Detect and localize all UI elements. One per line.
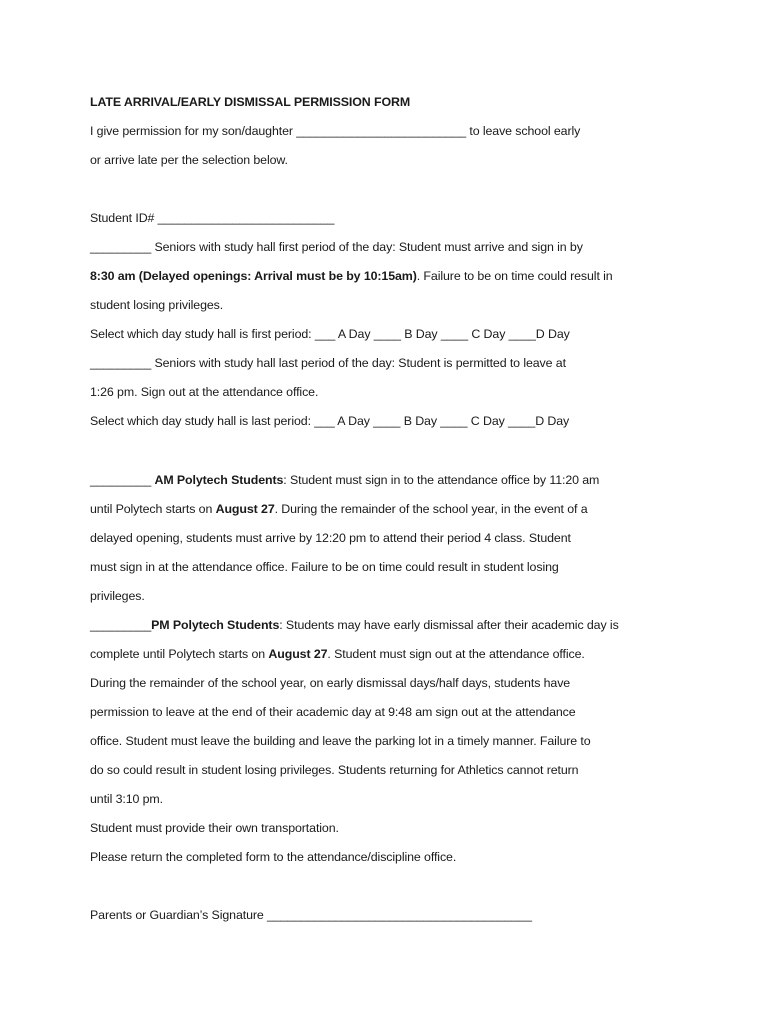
am-polytech-text: : Student must sign in to the attendance office by 11:20 am	[283, 473, 600, 487]
pm-polytech-heading: PM Polytech Students	[151, 618, 280, 632]
arrival-time-bold: 8:30 am (Delayed openings: Arrival must be by 10:15am)	[90, 269, 417, 283]
pm-polytech-text: . Student must sign out at the attendance office.	[327, 647, 585, 661]
pm-polytech-line: office. Student must leave the building and leave the parking lot in a timely manner. Failure to	[90, 734, 591, 748]
pm-polytech-text: : Students may have early dismissal after their academic day is	[279, 618, 619, 632]
pm-polytech-line: do so could result in student losing privileges. Students returning for Athletics cannot return	[90, 763, 579, 777]
am-polytech-date: August 27	[215, 502, 275, 516]
am-polytech-line: delayed opening, students must arrive by 12:20 pm to attend their period 4 class. Student	[90, 531, 571, 545]
signature-line: Parents or Guardian’s Signature _______________________________________	[90, 908, 532, 922]
seniors-first-line: _________ Seniors with study hall first period of the day: Student must arrive and sign in by	[90, 240, 583, 254]
pm-polytech-date: August 27	[268, 647, 328, 661]
am-polytech-line: must sign in at the attendance office. Failure to be on time could result in student losing	[90, 560, 559, 574]
seniors-last-line: _________ Seniors with study hall last period of the day: Student is permitted to leave at	[90, 356, 566, 370]
am-polytech-blank: _________	[90, 473, 155, 487]
pm-polytech-blank: _________	[90, 618, 152, 632]
first-period-day-select: Select which day study hall is first period: ___ A Day ____ B Day ____ C Day ____D Day	[90, 327, 570, 341]
form-title: LATE ARRIVAL/EARLY DISMISSAL PERMISSION FORM	[90, 95, 411, 109]
am-polytech-line	[90, 472, 599, 488]
pm-polytech-text: complete until Polytech starts on	[90, 647, 269, 661]
pm-polytech-line: During the remainder of the school year, on early dismissal days/half days, students have	[90, 676, 571, 690]
pm-polytech-line: permission to leave at the end of their academic day at 9:48 am sign out at the attendance	[90, 705, 576, 719]
am-polytech-text: . During the remainder of the school year, in the event of a	[274, 502, 588, 516]
seniors-first-line	[90, 268, 613, 284]
permission-line: or arrive late per the selection below.	[90, 153, 288, 167]
am-polytech-line: privileges.	[90, 589, 145, 603]
seniors-first-text: . Failure to be on time could result in	[416, 269, 613, 283]
am-polytech-line	[90, 501, 588, 517]
pm-polytech-line	[90, 646, 585, 662]
seniors-last-line: 1:26 pm. Sign out at the attendance office.	[90, 385, 319, 399]
permission-line: I give permission for my son/daughter _________________________ to leave school early	[90, 124, 581, 138]
last-period-day-select: Select which day study hall is last period: ___ A Day ____ B Day ____ C Day ____D Day	[90, 414, 570, 428]
seniors-first-line: student losing privileges.	[90, 298, 224, 312]
am-polytech-text: until Polytech starts on	[90, 502, 216, 516]
transportation-note: Student must provide their own transportation.	[90, 821, 339, 835]
return-note: Please return the completed form to the attendance/discipline office.	[90, 850, 457, 864]
student-id-line: Student ID# __________________________	[90, 211, 335, 225]
am-polytech-heading: AM Polytech Students	[154, 473, 284, 487]
pm-polytech-line	[90, 617, 619, 633]
pm-polytech-line: until 3:10 pm.	[90, 792, 163, 806]
